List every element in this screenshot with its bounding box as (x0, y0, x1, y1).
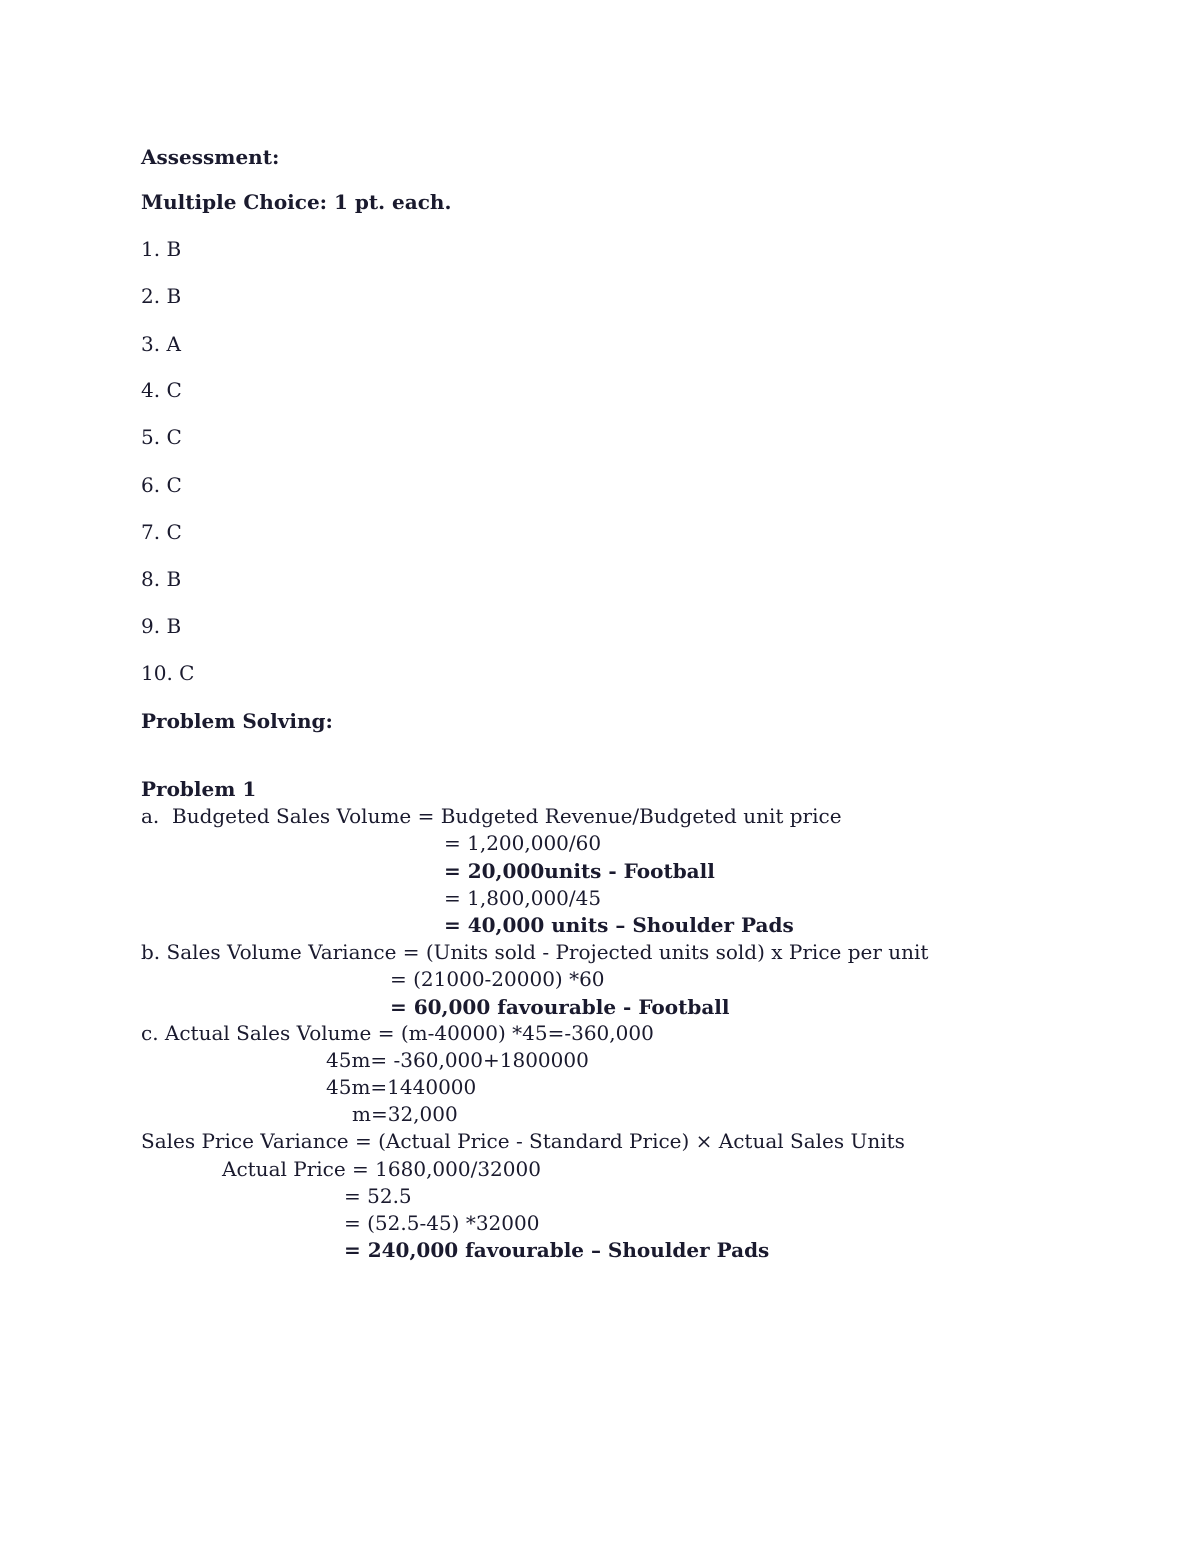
part-c-step: 45m=1440000 (326, 1075, 477, 1099)
actual-price-step: = 52.5 (344, 1184, 412, 1208)
assessment-heading: Assessment: (141, 145, 280, 169)
answer-item: 1. B (141, 237, 182, 261)
problem-solving-title: Problem Solving: (141, 709, 333, 733)
sales-price-variance-formula: Sales Price Variance = (Actual Price - Standard Price) × Actual Sales Units (141, 1129, 905, 1153)
answer-item: 5. C (141, 425, 182, 449)
part-c-step: m=32,000 (352, 1102, 458, 1126)
part-a-formula: a. Budgeted Sales Volume = Budgeted Revenue/Budgeted unit price (141, 804, 842, 828)
answer-item: 2. B (141, 284, 182, 308)
part-a-result-shoulder-pads: = 40,000 units – Shoulder Pads (444, 913, 794, 937)
part-b-formula: b. Sales Volume Variance = (Units sold - Projected units sold) x Price per unit (141, 940, 929, 964)
part-c-result: = 240,000 favourable – Shoulder Pads (344, 1238, 770, 1262)
problem-1-title: Problem 1 (141, 777, 257, 801)
multiple-choice-title: Multiple Choice: 1 pt. each. (141, 190, 452, 214)
part-c-formula: c. Actual Sales Volume = (m-40000) *45=-360,000 (141, 1021, 654, 1045)
part-a-step: = 1,800,000/45 (444, 886, 602, 910)
answer-item: 7. C (141, 520, 182, 544)
part-b-result: = 60,000 favourable - Football (390, 995, 730, 1019)
answer-item: 8. B (141, 567, 182, 591)
part-a-result-football: = 20,000units - Football (444, 859, 715, 883)
answer-item: 9. B (141, 614, 182, 638)
answer-item: 6. C (141, 473, 182, 497)
part-c-step: 45m= -360,000+1800000 (326, 1048, 589, 1072)
variance-step: = (52.5-45) *32000 (344, 1211, 540, 1235)
answer-item: 10. C (141, 661, 195, 685)
answer-item: 3. A (141, 332, 181, 356)
actual-price-step: Actual Price = 1680,000/32000 (222, 1157, 541, 1181)
part-a-step: = 1,200,000/60 (444, 831, 602, 855)
answer-item: 4. C (141, 378, 182, 402)
part-b-step: = (21000-20000) *60 (390, 967, 605, 991)
